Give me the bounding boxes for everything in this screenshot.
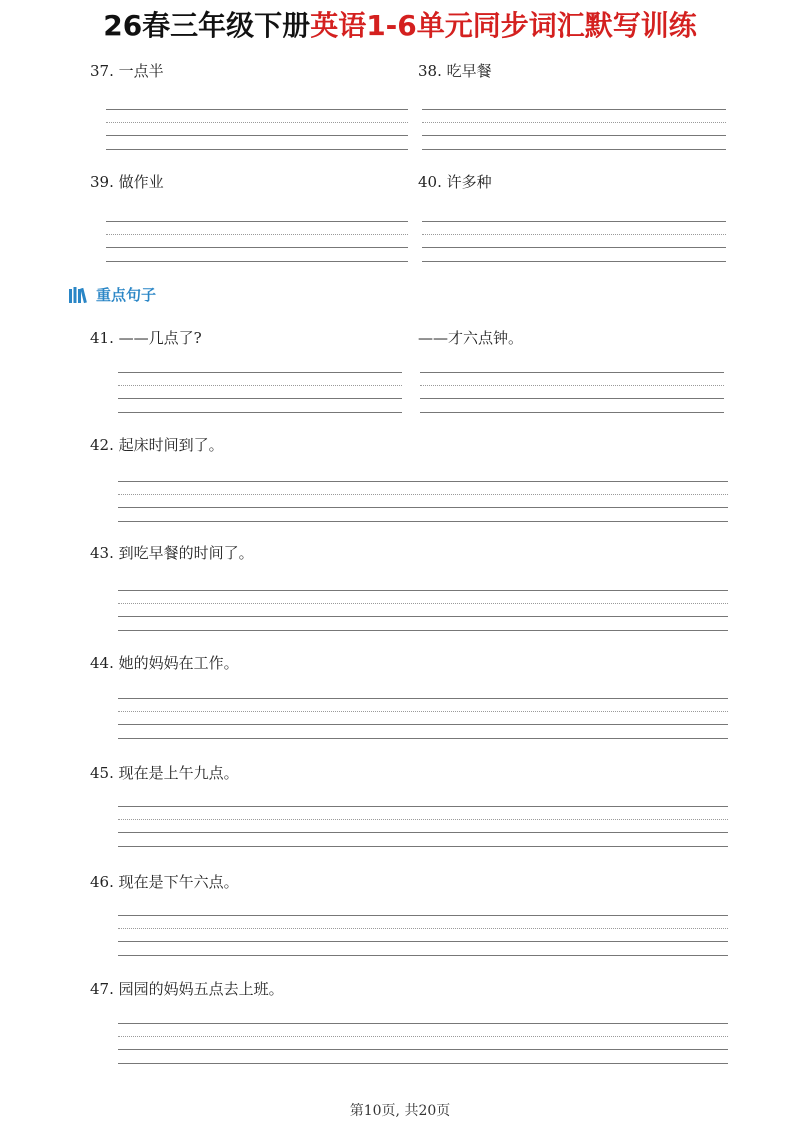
writing-lines-47[interactable]	[118, 1023, 728, 1067]
writing-lines-37[interactable]	[106, 109, 408, 153]
sentence-item-44: 44. 她的妈妈在工作。	[90, 654, 239, 672]
writing-lines-43[interactable]	[118, 590, 728, 634]
sentence-item-46: 46. 现在是下午六点。	[90, 873, 239, 891]
section-heading	[68, 284, 156, 305]
sentence-item-43: 43. 到吃早餐的时间了。	[90, 544, 254, 562]
books-icon	[68, 286, 90, 304]
writing-lines-44[interactable]	[118, 698, 728, 742]
vocab-item-38: 38. 吃早餐	[418, 62, 492, 80]
section-title: 重点句子	[96, 286, 157, 304]
sentence-item-41-question: 41. ——几点了?	[90, 329, 202, 347]
sentence-item-41-answer: ——才六点钟。	[418, 329, 524, 347]
writing-lines-40[interactable]	[422, 221, 726, 265]
writing-lines-45[interactable]	[118, 806, 728, 850]
page-title	[0, 0, 800, 48]
page-title-subject: 英语1-6单元同步词汇默写训练	[310, 9, 697, 42]
vocab-item-39: 39. 做作业	[90, 173, 164, 191]
page-number: 第10页, 共20页	[349, 1103, 451, 1119]
sentence-item-45: 45. 现在是上午九点。	[90, 764, 239, 782]
vocab-item-40: 40. 许多种	[418, 173, 492, 191]
sentence-item-47: 47. 园园的妈妈五点去上班。	[90, 980, 284, 998]
writing-lines-41-answer[interactable]	[420, 372, 724, 416]
writing-lines-46[interactable]	[118, 915, 728, 959]
writing-lines-38[interactable]	[422, 109, 726, 153]
sentence-item-42: 42. 起床时间到了。	[90, 436, 224, 454]
writing-lines-42[interactable]	[118, 481, 728, 525]
vocab-item-37: 37. 一点半	[90, 62, 164, 80]
writing-lines-41-question[interactable]	[118, 372, 402, 416]
writing-lines-39[interactable]	[106, 221, 408, 265]
page-title-grade: 26春三年级下册	[103, 9, 311, 42]
